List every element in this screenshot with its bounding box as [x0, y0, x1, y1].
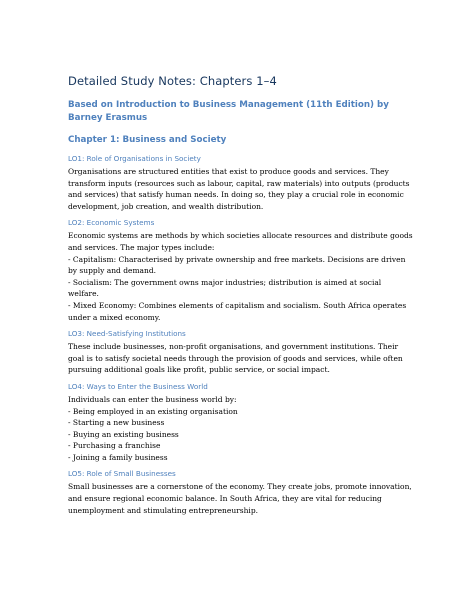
section-paragraph: Economic systems are methods by which societies allocate resources and distribute goods and services. The major types include: [68, 231, 413, 252]
section-paragraph: Individuals can enter the business world by: [68, 394, 237, 404]
business-entry-list [68, 406, 413, 464]
section-lo2 [68, 218, 413, 323]
list-item: - Capitalism: Characterised by private ownership and free markets. Decisions are driven by supply and demand. [68, 254, 406, 276]
list-item: - Buying an existing business [68, 429, 179, 439]
section-lo3 [68, 329, 413, 376]
section-lo4 [68, 382, 413, 464]
list-item: - Mixed Economy: Combines elements of capitalism and socialism. South Africa operates under a mixed economy. [68, 300, 407, 322]
document-content [68, 74, 413, 522]
list-item: - Starting a new business [68, 418, 165, 428]
section-heading: LO3: Need-Satisfying Institutions [68, 329, 186, 339]
section-heading: LO4: Ways to Enter the Business World [68, 381, 208, 391]
section-heading: LO5: Role of Small Businesses [68, 469, 176, 479]
section-lo5 [68, 469, 413, 516]
section-paragraph: Small businesses are a cornerstone of the economy. They create jobs, promote innovation, and ensure regional economic balance. In South Africa, they are vital for reducing unemployment and stimulating entrepreneurship. [68, 482, 412, 515]
list-item: - Purchasing a franchise [68, 441, 161, 451]
section-lo1 [68, 154, 413, 212]
list-item: - Being employed in an existing organisation [68, 406, 238, 416]
list-item: - Socialism: The government owns major industries; distribution is aimed at social welfare. [68, 277, 382, 299]
chapter-heading: Chapter 1: Business and Society [68, 135, 227, 145]
section-paragraph: These include businesses, non-profit organisations, and government institutions. Their goal is to satisfy societal needs through the provision of goods and services, while often pursuing additional goals like profit, public service, or social impact. [68, 342, 403, 375]
document-subtitle: Based on Introduction to Business Management (11th Edition) by Barney Erasmus [68, 100, 389, 123]
section-heading: LO1: Role of Organisations in Society [68, 154, 201, 163]
section-heading: LO2: Economic Systems [68, 218, 155, 228]
section-paragraph: Organisations are structured entities that exist to produce goods and services. They transform inputs (resources such as labour, capital, raw materials) into outputs (products and services) that satisfy human needs. In doing so, they play a crucial role in economic development, job creation, and wealth distribution. [68, 167, 410, 211]
economic-systems-list [68, 254, 413, 324]
document-title: Detailed Study Notes: Chapters 1–4 [68, 74, 277, 88]
list-item: - Joining a family business [68, 452, 168, 462]
